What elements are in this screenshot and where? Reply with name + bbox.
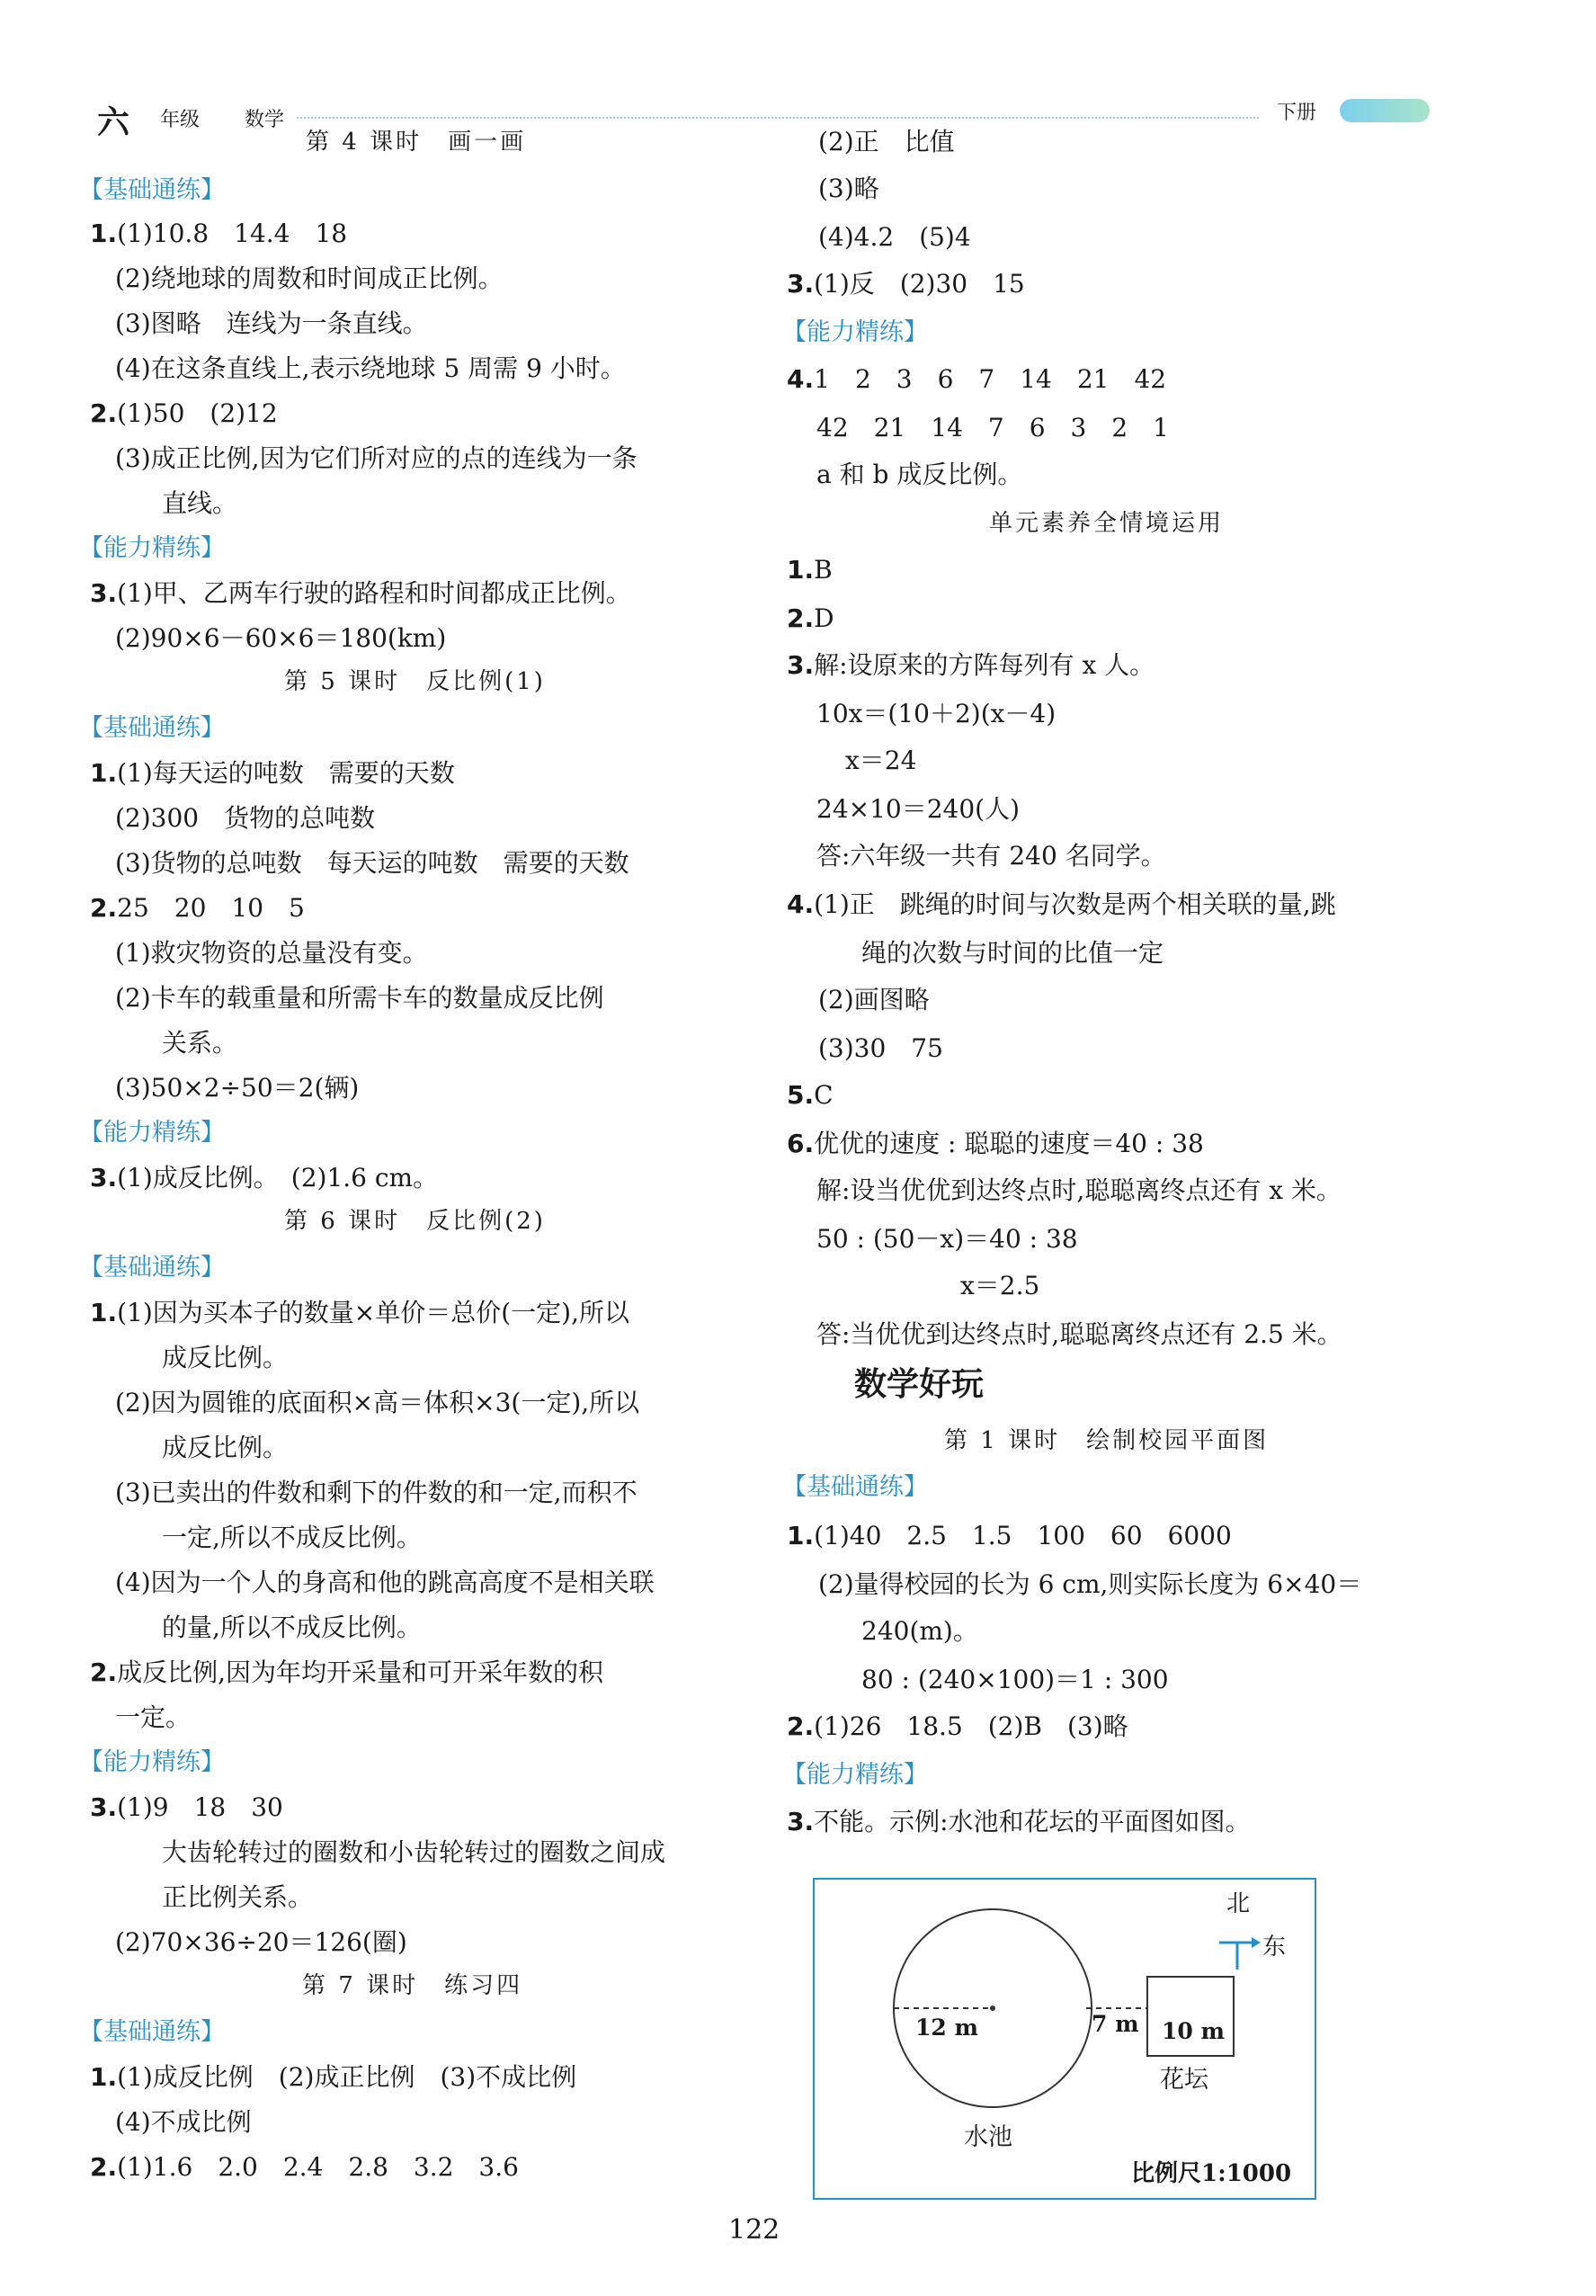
question-number: 1.	[787, 1521, 815, 1550]
line-text: (2)绕地球的周数和时间成正比例。	[115, 264, 504, 293]
line-text: (1)10.8 14.4 18	[117, 219, 348, 248]
line-text: 成反比例,因为年均开采量和可开采年数的积	[117, 1657, 604, 1687]
answer-line	[787, 362, 1166, 398]
line-text: 42 21 14 7 6 3 2 1	[816, 413, 1169, 442]
line-text: (4)4.2 (5)4	[818, 222, 971, 252]
line-text: 一定。	[115, 1702, 192, 1732]
section-label	[79, 1115, 225, 1151]
question-number: 1.	[90, 758, 118, 788]
answer-line	[90, 890, 305, 926]
line-text: (1)因为买本子的数量×单价＝总价(一定),所以	[117, 1298, 629, 1327]
answer-line	[90, 396, 278, 432]
lesson-title	[854, 1367, 984, 1403]
answer-line	[90, 576, 631, 612]
line-text: 【能力精练】	[79, 534, 225, 562]
radius-label: 12 m	[915, 2015, 978, 2041]
answer-line	[162, 1340, 288, 1376]
line-text: 【基础通练】	[79, 714, 225, 742]
section-label	[79, 710, 225, 746]
question-number: 2.	[787, 1711, 815, 1741]
answer-line	[115, 2104, 252, 2140]
line-text: 大齿轮转过的圈数和小齿轮转过的圈数之间成	[162, 1837, 666, 1867]
north-label: 北	[1226, 1890, 1251, 1917]
answer-line	[90, 2059, 576, 2095]
answer-line	[90, 755, 455, 791]
line-text: (4)不成比例	[115, 2107, 252, 2137]
line-text: 绳的次数与时间的比值一定	[861, 938, 1164, 968]
line-text: 【基础通练】	[782, 1473, 928, 1501]
line-text: (2)画图略	[818, 985, 930, 1014]
section-label	[79, 1745, 225, 1781]
answer-line	[816, 1221, 1078, 1257]
east-label: 东	[1262, 1934, 1287, 1961]
line-text: a 和 b 成反比例。	[816, 460, 1023, 489]
section-label	[79, 2015, 225, 2050]
question-number: 3.	[90, 1792, 118, 1822]
question-number: 1.	[787, 555, 815, 585]
answer-line	[818, 171, 879, 207]
arrow-head-icon	[1252, 1937, 1261, 1948]
plan-drawing	[815, 1880, 1315, 2198]
line-text: (1)50 (2)12	[117, 398, 278, 428]
answer-line	[90, 2149, 519, 2185]
line-text: 24×10＝240(人)	[816, 794, 1021, 824]
answer-line	[162, 1835, 665, 1871]
line-text: 解:设当优优到达终点时,聪聪离终点还有 x 米。	[816, 1175, 1342, 1205]
line-text: 一定,所以不成反比例。	[162, 1523, 422, 1552]
question-number: 3.	[90, 1163, 118, 1193]
pool-name: 水池	[964, 2123, 1012, 2151]
center-point	[990, 2006, 995, 2011]
question-number: 1.	[90, 219, 118, 248]
answer-line	[115, 980, 604, 1016]
line-text: B	[814, 555, 833, 585]
line-text: 单元素养全情境运用	[989, 510, 1225, 537]
line-text: 第 1 课时 绘制校园平面图	[944, 1427, 1270, 1454]
header-divider	[297, 117, 1259, 119]
answer-line	[816, 696, 1056, 732]
answer-line	[115, 845, 629, 881]
answer-line	[818, 124, 955, 160]
answer-line	[115, 306, 428, 342]
line-text: 第 5 课时 反比例(1)	[284, 668, 546, 695]
question-number: 3.	[787, 650, 815, 680]
answer-line	[90, 1655, 603, 1691]
line-text: (1)26 18.5 (2)B (3)略	[814, 1711, 1128, 1741]
answer-line	[816, 457, 1022, 493]
line-text: 【基础通练】	[79, 176, 225, 204]
answer-line	[816, 791, 1020, 827]
line-text: x＝24	[845, 746, 917, 775]
line-text: 优优的速度 : 聪聪的速度＝40 : 38	[814, 1129, 1204, 1158]
line-text: (1)反 (2)30 15	[814, 269, 1025, 299]
answer-line	[115, 1565, 655, 1601]
answer-line	[787, 1709, 1128, 1745]
line-text: 1 2 3 6 7 14 21 42	[814, 364, 1167, 394]
answer-line	[90, 1160, 438, 1196]
line-text: (1)40 2.5 1.5 100 60 6000	[814, 1521, 1232, 1550]
answer-line	[115, 1925, 407, 1961]
line-text: (1)9 18 30	[117, 1792, 283, 1822]
line-text: 【基础通练】	[79, 2018, 225, 2046]
answer-line	[162, 1430, 288, 1466]
answer-line	[818, 219, 971, 255]
answer-line	[115, 351, 626, 387]
answer-line	[816, 410, 1169, 446]
line-text: 关系。	[162, 1028, 238, 1058]
answer-line	[115, 1385, 639, 1421]
line-text: (2)量得校园的长为 6 cm,则实际长度为 6×40＝	[818, 1569, 1362, 1599]
line-text: 【能力精练】	[782, 1761, 928, 1789]
flowerbed-name: 花坛	[1160, 2066, 1208, 2094]
answer-line	[787, 887, 1336, 923]
answer-line	[787, 266, 1025, 302]
line-text: 10x＝(10＋2)(x－4)	[816, 699, 1057, 728]
section-label	[79, 531, 225, 567]
line-text: 25 20 10 5	[117, 893, 305, 923]
answer-line	[115, 1070, 359, 1106]
line-text: 数学好玩	[854, 1366, 985, 1403]
line-text: 正比例关系。	[162, 1882, 314, 1912]
answer-line	[162, 1610, 422, 1646]
line-text: 成反比例。	[162, 1343, 289, 1372]
answer-line	[162, 1025, 237, 1061]
answer-line	[861, 1662, 1169, 1698]
question-number: 4.	[787, 889, 815, 919]
line-text: (1)救灾物资的总量没有变。	[115, 938, 428, 968]
answer-line	[787, 1077, 834, 1113]
line-text: 解:设原来的方阵每列有 x 人。	[814, 650, 1155, 680]
line-text: (2)因为圆锥的底面积×高＝体积×3(一定),所以	[115, 1388, 640, 1417]
lesson-title	[284, 664, 546, 700]
question-number: 2.	[90, 1657, 118, 1687]
line-text: (3)已卖出的件数和剩下的件数的和一定,而积不	[115, 1478, 638, 1507]
answer-line	[162, 1880, 313, 1916]
question-number: 2.	[787, 603, 815, 633]
lesson-title	[306, 124, 526, 160]
answer-line	[90, 1295, 629, 1331]
answer-line	[115, 800, 375, 836]
line-text: (3)货物的总吨数 每天运的吨数 需要的天数	[115, 848, 629, 878]
page-number: 122	[728, 2214, 780, 2246]
line-text: (1)成反比例。 (2)1.6 cm。	[117, 1163, 439, 1193]
line-text: 240(m)。	[861, 1616, 978, 1646]
answer-line	[787, 648, 1155, 683]
answer-line	[816, 1173, 1342, 1209]
line-text: (3)略	[818, 174, 879, 203]
answer-line	[818, 1031, 943, 1067]
section-label	[782, 1470, 928, 1505]
answer-line	[818, 982, 930, 1018]
header-subject: 数学	[245, 109, 285, 131]
answer-line	[90, 1790, 283, 1826]
line-text: (2)70×36÷20＝126(圈)	[115, 1927, 407, 1957]
answer-line	[162, 1520, 422, 1556]
line-text: 【能力精练】	[782, 318, 928, 346]
question-number: 2.	[90, 2152, 118, 2182]
line-text: (3)成正比例,因为它们所对应的点的连线为一条	[115, 443, 638, 473]
line-text: (3)30 75	[818, 1033, 943, 1063]
scale-label: 比例尺1:1000	[1131, 2160, 1292, 2187]
lesson-title	[944, 1423, 1269, 1459]
question-number: 2.	[90, 893, 118, 923]
line-text: 第 6 课时 反比例(2)	[284, 1208, 546, 1235]
line-text: (1)1.6 2.0 2.4 2.8 3.2 3.6	[117, 2152, 519, 2182]
answer-line	[115, 261, 504, 297]
question-number: 1.	[90, 2062, 118, 2092]
answer-line	[787, 1518, 1232, 1554]
line-text: 【基础通练】	[79, 1254, 225, 1282]
answer-line	[787, 552, 833, 588]
answer-line	[787, 1804, 1251, 1840]
question-number: 1.	[90, 1298, 118, 1327]
header-grade-label: 年级	[160, 109, 201, 131]
answer-line	[115, 935, 428, 971]
answer-line	[861, 935, 1164, 971]
line-text: 答:当优优到达终点时,聪聪离终点还有 2.5 米。	[816, 1319, 1342, 1349]
lesson-title	[284, 1203, 546, 1239]
answer-line	[816, 1317, 1342, 1353]
gap-label: 7 m	[1092, 2011, 1139, 2037]
answer-line	[818, 1567, 1361, 1603]
answer-line	[90, 216, 347, 252]
answer-line	[115, 1700, 191, 1736]
question-number: 3.	[787, 1807, 815, 1836]
line-text: 第 4 课时 画一画	[306, 129, 527, 156]
line-text: 直线。	[162, 488, 238, 518]
line-text: x＝2.5	[960, 1271, 1040, 1300]
section-label	[782, 1757, 928, 1793]
line-text: (1)正 跳绳的时间与次数是两个相关联的量,跳	[814, 889, 1336, 919]
question-number: 4.	[787, 364, 815, 394]
line-text: (4)在这条直线上,表示绕地球 5 周需 9 小时。	[115, 353, 626, 383]
answer-line	[115, 1475, 638, 1511]
answer-line	[787, 1126, 1204, 1162]
line-text: 不能。示例:水池和花坛的平面图如图。	[814, 1807, 1251, 1836]
line-text: 的量,所以不成反比例。	[162, 1613, 422, 1642]
answer-line	[960, 1268, 1039, 1304]
line-text: (1)成反比例 (2)成正比例 (3)不成比例	[117, 2062, 577, 2092]
campus-plan-figure	[813, 1878, 1316, 2200]
line-text: (4)因为一个人的身高和他的跳高高度不是相关联	[115, 1568, 655, 1597]
line-text: C	[814, 1080, 834, 1110]
question-number: 3.	[90, 578, 118, 608]
line-text: 80 : (240×100)＝1 : 300	[861, 1665, 1169, 1694]
answer-line	[861, 1613, 978, 1649]
line-text: (3)图略 连线为一条直线。	[115, 308, 428, 338]
question-number: 5.	[787, 1080, 815, 1110]
answer-line	[115, 621, 446, 657]
line-text: 成反比例。	[162, 1433, 289, 1462]
answer-line	[787, 601, 834, 637]
line-text: 【能力精练】	[79, 1748, 225, 1776]
header-volume: 下册	[1277, 102, 1317, 124]
line-text: (2)卡车的载重量和所需卡车的数量成反比例	[115, 983, 604, 1013]
line-text: (1)每天运的吨数 需要的天数	[117, 758, 455, 788]
lesson-title	[989, 505, 1224, 541]
line-text: (2)300 货物的总吨数	[115, 803, 376, 833]
answer-line	[816, 838, 1166, 874]
line-text: (2)正 比值	[818, 127, 955, 156]
answer-line	[162, 486, 237, 522]
line-text: 第 7 课时 练习四	[302, 1972, 523, 1999]
question-number: 6.	[787, 1129, 815, 1158]
line-text: 【能力精练】	[79, 1119, 225, 1147]
line-text: 50 : (50－x)＝40 : 38	[816, 1224, 1078, 1254]
section-label	[79, 173, 225, 209]
square-label: 10 m	[1162, 2018, 1225, 2044]
section-label	[782, 315, 928, 351]
line-text: (3)50×2÷50＝2(辆)	[115, 1073, 360, 1103]
line-text: 答:六年级一共有 240 名同学。	[816, 841, 1166, 871]
line-text: D	[814, 603, 834, 633]
lesson-title	[302, 1968, 522, 2004]
line-text: (1)甲、乙两车行驶的路程和时间都成正比例。	[117, 578, 631, 608]
question-number: 3.	[787, 269, 815, 299]
header-badge	[1340, 99, 1430, 122]
answer-line	[845, 743, 916, 779]
line-text: (2)90×6－60×6＝180(km)	[115, 623, 447, 653]
question-number: 2.	[90, 398, 118, 428]
header-grade: 六	[97, 103, 130, 141]
section-label	[79, 1250, 225, 1286]
answer-line	[115, 441, 638, 477]
